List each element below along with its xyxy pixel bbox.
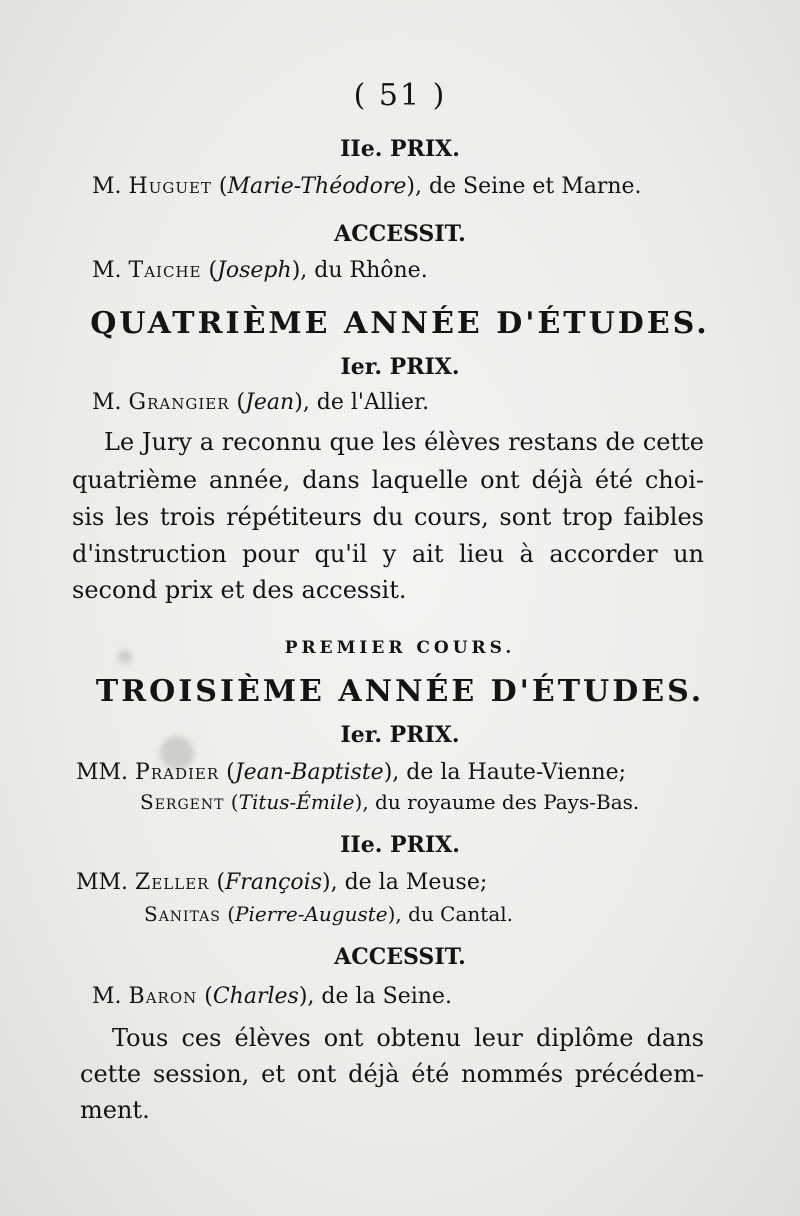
entry-title: MM.: [76, 870, 129, 895]
second-prize-heading: [0, 136, 800, 162]
first-prize-heading: [0, 354, 800, 380]
paragraph-line: d'instruction pour qu'il y ait lieu à accorder un: [72, 540, 704, 568]
prize-entry: M. Huguet (Marie-Théodore), de Seine et Marne.: [92, 174, 642, 199]
paragraph-line: Le Jury a reconnu que les élèves restans de cette: [104, 428, 704, 456]
entry-first-name: Titus-Émile: [238, 790, 355, 814]
first-prize-heading: [0, 722, 800, 748]
heading-text: IIe. PRIX.: [340, 832, 460, 858]
entry-surname: Sanitas: [144, 902, 221, 926]
paragraph-line: second prix et des accessit.: [72, 576, 407, 604]
closing-paragraph-line: ment.: [80, 1096, 150, 1124]
heading-text: Ier. PRIX.: [340, 354, 460, 380]
entry-title: M.: [92, 174, 122, 199]
entry-origin: , de la Haute-Vienne;: [392, 760, 627, 785]
entry-first-name: Charles: [212, 984, 299, 1009]
entry-title: M.: [92, 258, 122, 283]
entry-origin: , du Cantal.: [395, 902, 513, 926]
entry-title: M.: [92, 984, 122, 1009]
closing-paragraph-line: cette session, et ont déjà été nommés précédem-: [80, 1060, 704, 1088]
heading-text: ACCESSIT.: [334, 221, 466, 247]
section-heading-year3: TROISIÈME ANNÉE D'ÉTUDES.: [95, 674, 705, 709]
entry-surname: Grangier: [128, 390, 230, 415]
entry-origin: , de l'Allier.: [302, 390, 430, 415]
page-number: ( 51 ): [353, 78, 447, 113]
entry-origin: , de la Meuse;: [330, 870, 488, 895]
accessit-heading: [0, 944, 800, 970]
second-prize-heading: [0, 832, 800, 858]
accessit-entry: M. Baron (Charles), de la Seine.: [92, 984, 452, 1009]
entry-surname: Zeller: [135, 870, 210, 895]
prize-entry: Sanitas (Pierre-Auguste), du Cantal.: [144, 902, 513, 926]
heading-text: IIe. PRIX.: [340, 136, 460, 162]
paragraph-line: sis les trois répétiteurs du cours, sont trop faibles: [72, 503, 704, 531]
entry-origin: , du royaume des Pays-Bas.: [362, 790, 640, 814]
entry-title: M.: [92, 390, 122, 415]
entry-first-name: Joseph: [217, 258, 292, 283]
entry-first-name: François: [225, 870, 322, 895]
entry-surname: Taiche: [128, 258, 202, 283]
entry-origin: , de la Seine.: [307, 984, 452, 1009]
entry-surname: Baron: [128, 984, 198, 1009]
entry-origin: , de Seine et Marne.: [414, 174, 642, 199]
accessit-heading: [0, 221, 800, 247]
heading-text: Ier. PRIX.: [340, 722, 460, 748]
entry-first-name: Jean-Baptiste: [234, 760, 384, 785]
entry-first-name: Jean: [245, 390, 295, 415]
prize-entry: MM. Pradier (Jean-Baptiste), de la Haute-Vienne;: [76, 760, 627, 785]
prize-entry: M. Grangier (Jean), de l'Allier.: [92, 390, 430, 415]
prize-entry: MM. Zeller (François), de la Meuse;: [76, 870, 488, 895]
entry-first-name: Pierre-Auguste: [235, 902, 388, 926]
closing-paragraph-line: Tous ces élèves ont obtenu leur diplôme dans: [112, 1024, 704, 1052]
entry-surname: Huguet: [128, 174, 212, 199]
entry-first-name: Marie-Théodore: [227, 174, 407, 199]
entry-surname: Sergent: [140, 790, 225, 814]
accessit-entry: M. Taiche (Joseph), du Rhône.: [92, 258, 428, 283]
entry-surname: Pradier: [135, 760, 220, 785]
entry-origin: , du Rhône.: [300, 258, 428, 283]
heading-text: ACCESSIT.: [334, 944, 466, 970]
section-heading-year4: QUATRIÈME ANNÉE D'ÉTUDES.: [90, 306, 710, 341]
entry-title: MM.: [76, 760, 129, 785]
paragraph-line: quatrième année, dans laquelle ont déjà été choi-: [72, 466, 704, 494]
prize-entry: Sergent (Titus-Émile), du royaume des Pays-Bas.: [140, 790, 640, 814]
course-heading: PREMIER COURS.: [284, 638, 516, 658]
